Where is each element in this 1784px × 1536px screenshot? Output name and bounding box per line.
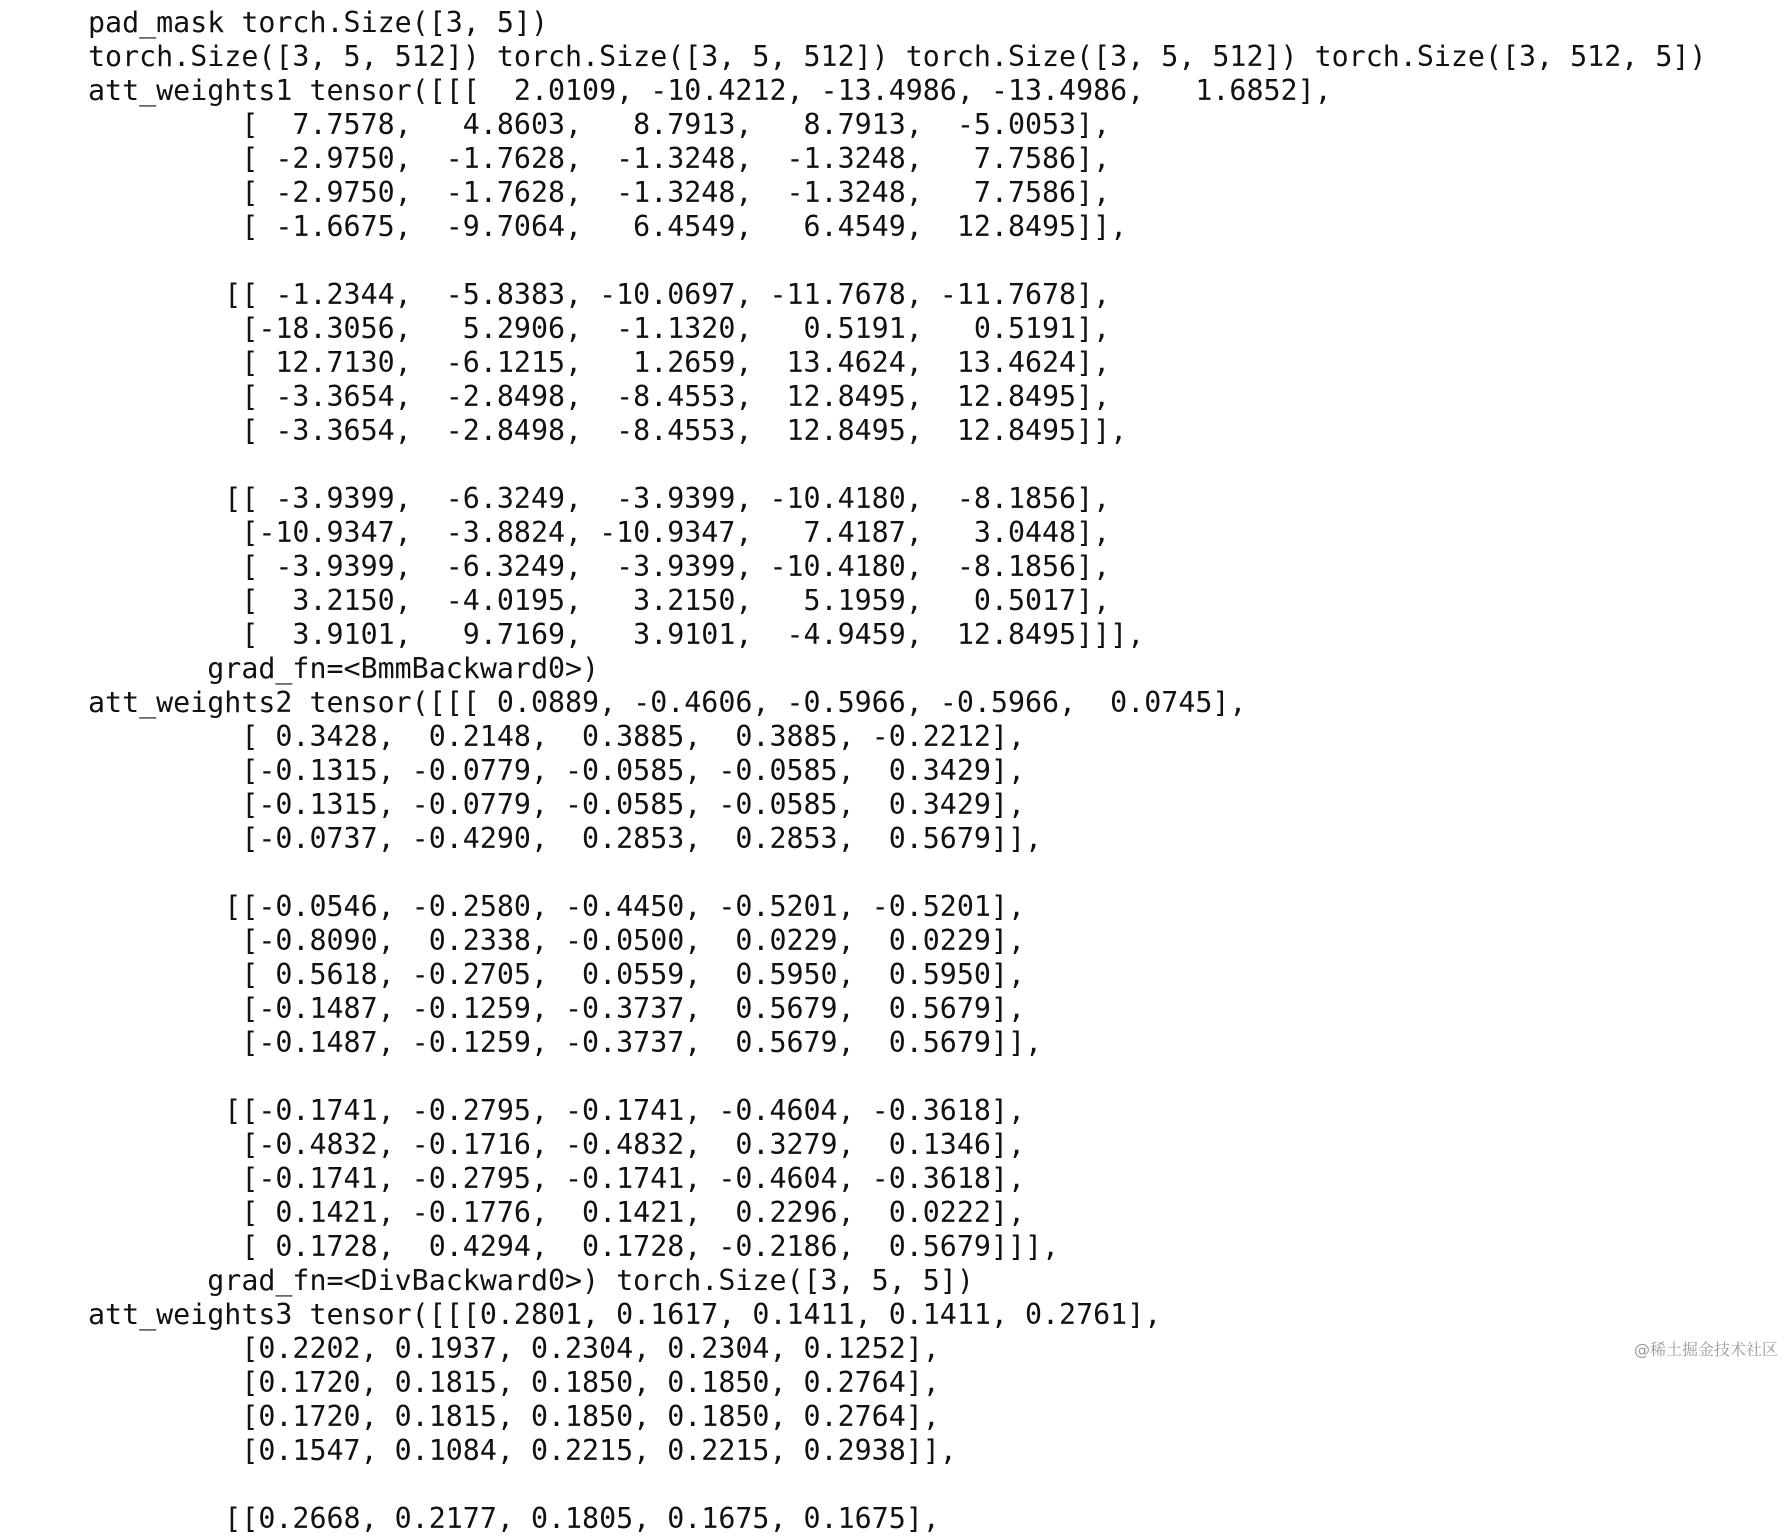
output-line: [-0.8090, 0.2338, -0.0500, 0.0229, 0.0229], [88, 924, 1025, 957]
output-line: torch.Size([3, 5, 512]) torch.Size([3, 5, 512]) torch.Size([3, 5, 512]) torch.Size([3, 512, 5]) [88, 40, 1707, 73]
output-line: [0.1720, 0.1815, 0.1850, 0.1850, 0.2764], [88, 1400, 940, 1433]
output-line: grad_fn=<BmmBackward0>) [88, 652, 600, 685]
output-line: [-0.0737, -0.4290, 0.2853, 0.2853, 0.5679]], [88, 822, 1043, 855]
output-line [88, 448, 1706, 482]
output-line: [-0.1487, -0.1259, -0.3737, 0.5679, 0.5679], [88, 992, 1025, 1025]
output-line: [[-0.1741, -0.2795, -0.1741, -0.4604, -0.3618], [88, 1094, 1025, 1127]
output-line: att_weights2 tensor([[[ 0.0889, -0.4606, -0.5966, -0.5966, 0.0745], [88, 686, 1247, 719]
output-line: [ -1.6675, -9.7064, 6.4549, 6.4549, 12.8495]], [88, 210, 1128, 243]
output-line: att_weights3 tensor([[[0.2801, 0.1617, 0.1411, 0.1411, 0.2761], [88, 1298, 1162, 1331]
output-line [88, 1060, 1706, 1094]
output-line: [0.1720, 0.1815, 0.1850, 0.1850, 0.2764], [88, 1366, 940, 1399]
output-line: [0.1547, 0.1084, 0.2215, 0.2215, 0.2938]], [88, 1434, 957, 1467]
output-line: [ -2.9750, -1.7628, -1.3248, -1.3248, 7.7586], [88, 142, 1111, 175]
output-line: [[ -3.9399, -6.3249, -3.9399, -10.4180, -8.1856], [88, 482, 1111, 515]
output-line: [ 0.1421, -0.1776, 0.1421, 0.2296, 0.0222], [88, 1196, 1025, 1229]
watermark: @稀土掘金技术社区 [1633, 1340, 1778, 1359]
output-line: [ -3.3654, -2.8498, -8.4553, 12.8495, 12.8495], [88, 380, 1111, 413]
output-line: att_weights1 tensor([[[ 2.0109, -10.4212, -13.4986, -13.4986, 1.6852], [88, 74, 1332, 107]
output-line [88, 856, 1706, 890]
output-line: pad_mask torch.Size([3, 5]) [88, 6, 548, 39]
output-line: [ -3.3654, -2.8498, -8.4553, 12.8495, 12.8495]], [88, 414, 1128, 447]
output-line: [-0.1315, -0.0779, -0.0585, -0.0585, 0.3429], [88, 788, 1025, 821]
output-line: [[0.2668, 0.2177, 0.1805, 0.1675, 0.1675], [88, 1502, 940, 1535]
output-line: [[ -1.2344, -5.8383, -10.0697, -11.7678, -11.7678], [88, 278, 1111, 311]
output-line: [-0.1487, -0.1259, -0.3737, 0.5679, 0.5679]], [88, 1026, 1043, 1059]
output-line: [-0.1315, -0.0779, -0.0585, -0.0585, 0.3429], [88, 754, 1025, 787]
output-line: [ 0.3428, 0.2148, 0.3885, 0.3885, -0.2212], [88, 720, 1025, 753]
output-line: [[-0.0546, -0.2580, -0.4450, -0.5201, -0.5201], [88, 890, 1025, 923]
output-line: [ -2.9750, -1.7628, -1.3248, -1.3248, 7.7586], [88, 176, 1111, 209]
output-line: [ 3.2150, -4.0195, 3.2150, 5.1959, 0.5017], [88, 584, 1111, 617]
output-line: [ 3.9101, 9.7169, 3.9101, -4.9459, 12.8495]]], [88, 618, 1145, 651]
output-line [88, 1468, 1706, 1502]
output-line: [ -3.9399, -6.3249, -3.9399, -10.4180, -8.1856], [88, 550, 1111, 583]
output-line: [ 0.5618, -0.2705, 0.0559, 0.5950, 0.5950], [88, 958, 1025, 991]
output-line: [-10.9347, -3.8824, -10.9347, 7.4187, 3.0448], [88, 516, 1111, 549]
output-line [88, 244, 1706, 278]
output-line: [-18.3056, 5.2906, -1.1320, 0.5191, 0.5191], [88, 312, 1111, 345]
output-line: [-0.1741, -0.2795, -0.1741, -0.4604, -0.3618], [88, 1162, 1025, 1195]
output-line: [ 7.7578, 4.8603, 8.7913, 8.7913, -5.0053], [88, 108, 1111, 141]
output-line: grad_fn=<DivBackward0>) torch.Size([3, 5, 5]) [88, 1264, 974, 1297]
output-line: [ 0.1728, 0.4294, 0.1728, -0.2186, 0.5679]]], [88, 1230, 1060, 1263]
output-line: [0.2202, 0.1937, 0.2304, 0.2304, 0.1252], [88, 1332, 940, 1365]
terminal-output [88, 6, 1706, 1536]
output-line: [-0.4832, -0.1716, -0.4832, 0.3279, 0.1346], [88, 1128, 1025, 1161]
output-line: [ 12.7130, -6.1215, 1.2659, 13.4624, 13.4624], [88, 346, 1111, 379]
